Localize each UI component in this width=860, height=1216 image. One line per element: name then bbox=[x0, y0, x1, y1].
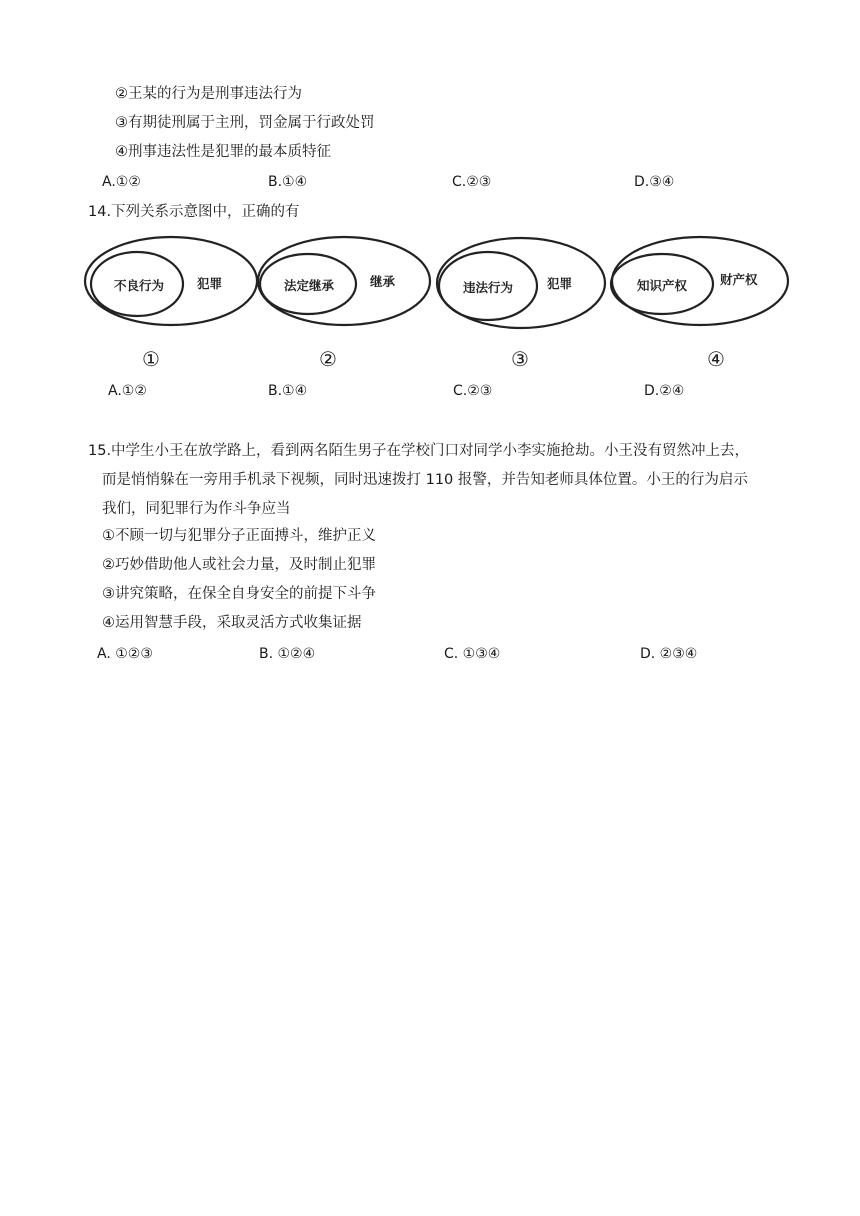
q15-statement-1: ①不顾一切与犯罪分子正面搏斗，维护正义 bbox=[102, 528, 376, 544]
venn-4-inner-label: 知识产权 bbox=[637, 278, 688, 293]
q15-statement-3: ③讲究策略，在保全自身安全的前提下斗争 bbox=[102, 586, 376, 602]
venn-diagram-3 bbox=[437, 238, 605, 371]
venn-4-number: ④ bbox=[707, 347, 725, 371]
q13-option-c: C.②③ bbox=[452, 174, 492, 190]
q13-statement-2: ②王某的行为是刑事违法行为 bbox=[115, 86, 302, 102]
q15-stem-line-2: 而是悄悄躲在一旁用手机录下视频，同时迅速拨打 110 报警，并告知老师具体位置。小王的行为启示 bbox=[102, 472, 748, 488]
q13-option-b: B.①④ bbox=[268, 174, 308, 190]
venn-diagram-1 bbox=[85, 237, 257, 371]
q14-venn-diagrams bbox=[0, 234, 860, 374]
venn-4-outer-label: 财产权 bbox=[720, 272, 758, 287]
q13-option-d: D.③④ bbox=[634, 174, 675, 190]
venn-2-number: ② bbox=[319, 347, 337, 371]
q15-option-a: A. ①②③ bbox=[97, 646, 153, 662]
venn-1-inner-label: 不良行为 bbox=[114, 278, 165, 293]
q15-stem-line-1: 15.中学生小王在放学路上，看到两名陌生男子在学校门口对同学小李实施抢劫。小王没有贸然冲上去， bbox=[88, 443, 750, 459]
q13-option-a: A.①② bbox=[102, 174, 141, 190]
venn-1-outer-label: 犯罪 bbox=[197, 276, 223, 291]
q14-option-c: C.②③ bbox=[453, 383, 493, 399]
q13-statement-4: ④刑事违法性是犯罪的最本质特征 bbox=[115, 144, 331, 160]
venn-diagram-2 bbox=[258, 237, 430, 371]
venn-3-number: ③ bbox=[511, 347, 529, 371]
venn-2-inner-label: 法定继承 bbox=[284, 278, 335, 293]
q15-statement-2: ②巧妙借助他人或社会力量，及时制止犯罪 bbox=[102, 557, 376, 573]
venn-3-inner-label: 违法行为 bbox=[463, 280, 514, 295]
q15-stem-line-3: 我们，同犯罪行为作斗争应当 bbox=[102, 501, 291, 517]
q14-option-b: B.①④ bbox=[268, 383, 308, 399]
venn-2-outer-label: 继承 bbox=[370, 274, 396, 289]
q14-option-d: D.②④ bbox=[644, 383, 685, 399]
venn-1-number: ① bbox=[142, 347, 160, 371]
q14-stem: 14.下列关系示意图中，正确的有 bbox=[88, 204, 300, 220]
q15-option-b: B. ①②④ bbox=[259, 646, 316, 662]
venn-3-outer-label: 犯罪 bbox=[547, 276, 573, 291]
q13-statement-3: ③有期徒刑属于主刑，罚金属于行政处罚 bbox=[115, 115, 375, 131]
q15-option-c: C. ①③④ bbox=[444, 646, 501, 662]
q15-statement-4: ④运用智慧手段，采取灵活方式收集证据 bbox=[102, 615, 362, 631]
venn-diagram-4 bbox=[611, 237, 788, 371]
q15-option-d: D. ②③④ bbox=[640, 646, 698, 662]
q14-option-a: A.①② bbox=[108, 383, 147, 399]
